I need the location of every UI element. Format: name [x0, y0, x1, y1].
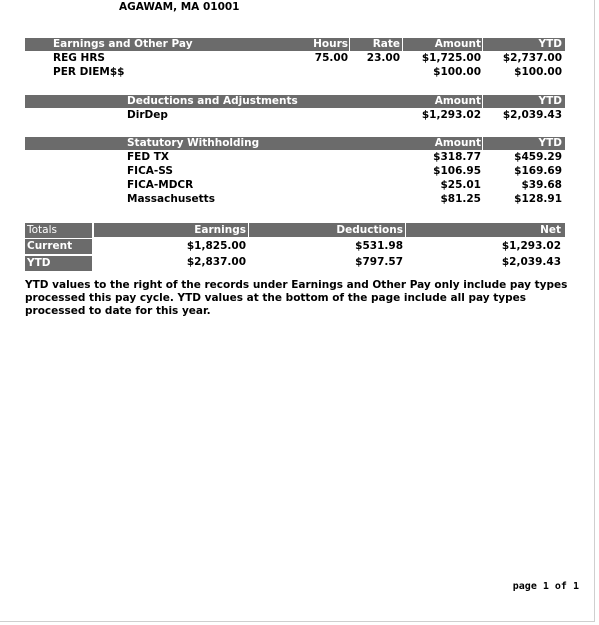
- earnings-header-amount: Amount: [434, 38, 481, 50]
- totals-header-earnings: Earnings: [194, 224, 246, 236]
- totals-row-earnings: $2,837.00: [186, 256, 246, 268]
- totals-row-net: $2,039.43: [501, 256, 561, 268]
- statutory-row: [25, 165, 565, 178]
- earnings-header-rate: Rate: [372, 38, 400, 50]
- totals-row: [94, 240, 565, 253]
- statutory-row-amount: $106.95: [433, 165, 481, 177]
- deductions-row: [25, 109, 565, 122]
- earnings-row: [25, 66, 565, 79]
- deductions-row-amount: $1,293.02: [421, 109, 481, 121]
- earnings-row: [25, 52, 565, 65]
- earnings-row-name: REG HRS: [53, 52, 105, 64]
- earnings-row-ytd: $100.00: [514, 66, 562, 78]
- earnings-header-hours: Hours: [313, 38, 348, 50]
- totals-header-deductions: Deductions: [336, 224, 403, 236]
- statutory-row-name: FICA-SS: [127, 165, 173, 177]
- statutory-row: [25, 179, 565, 192]
- earnings-header-bar: [25, 38, 565, 51]
- totals-header-bar: [94, 223, 565, 237]
- earnings-header-ytd: YTD: [538, 38, 562, 50]
- earnings-row-amount: $100.00: [433, 66, 481, 78]
- earnings-row-rate: 23.00: [366, 52, 400, 64]
- statutory-row-ytd: $39.68: [521, 179, 562, 191]
- earnings-row-ytd: $2,737.00: [502, 52, 562, 64]
- statutory-row-name: FED TX: [127, 151, 169, 163]
- earnings-row-amount: $1,725.00: [421, 52, 481, 64]
- statutory-row-name: FICA-MDCR: [127, 179, 194, 191]
- earnings-row-hours: 75.00: [314, 52, 348, 64]
- deductions-header-amount: Amount: [434, 95, 481, 107]
- totals-row-label: YTD: [25, 256, 92, 271]
- totals-row-deductions: $797.57: [355, 256, 403, 268]
- totals-row-deductions: $531.98: [355, 240, 403, 252]
- totals-row: [94, 256, 565, 269]
- statutory-header-ytd: YTD: [538, 137, 562, 149]
- totals-row-label: Current: [25, 239, 92, 254]
- deductions-row-ytd: $2,039.43: [502, 109, 562, 121]
- totals-header-label: Totals: [25, 223, 92, 238]
- totals-row-earnings: $1,825.00: [186, 240, 246, 252]
- statutory-row-amount: $81.25: [440, 193, 481, 205]
- statutory-row: [25, 193, 565, 206]
- deductions-header-bar: [25, 95, 565, 108]
- earnings-row-name: PER DIEM$$: [53, 66, 125, 78]
- page-number: page 1 of 1: [512, 581, 579, 592]
- statutory-row-ytd: $169.69: [514, 165, 562, 177]
- totals-row-net: $1,293.02: [501, 240, 561, 252]
- statutory-header-bar: [25, 137, 565, 150]
- statutory-header-amount: Amount: [434, 137, 481, 149]
- statutory-row: [25, 151, 565, 164]
- statutory-row-ytd: $459.29: [514, 151, 562, 163]
- statutory-row-ytd: $128.91: [514, 193, 562, 205]
- earnings-header-label: Earnings and Other Pay: [53, 38, 193, 50]
- statutory-row-amount: $25.01: [440, 179, 481, 191]
- ytd-note: YTD values to the right of the records under Earnings and Other Pay only include pay types processed this pay cycle. YTD values at the bottom of the page include all pay types processed to date for this year.: [25, 279, 568, 317]
- statutory-header-label: Statutory Withholding: [127, 137, 260, 149]
- deductions-header-label: Deductions and Adjustments: [127, 95, 298, 107]
- deductions-header-ytd: YTD: [538, 95, 562, 107]
- totals-header-net: Net: [540, 224, 561, 236]
- statutory-row-name: Massachusetts: [127, 193, 215, 205]
- deductions-row-name: DirDep: [127, 109, 168, 121]
- address-line: AGAWAM, MA 01001: [119, 1, 240, 13]
- statutory-row-amount: $318.77: [433, 151, 481, 163]
